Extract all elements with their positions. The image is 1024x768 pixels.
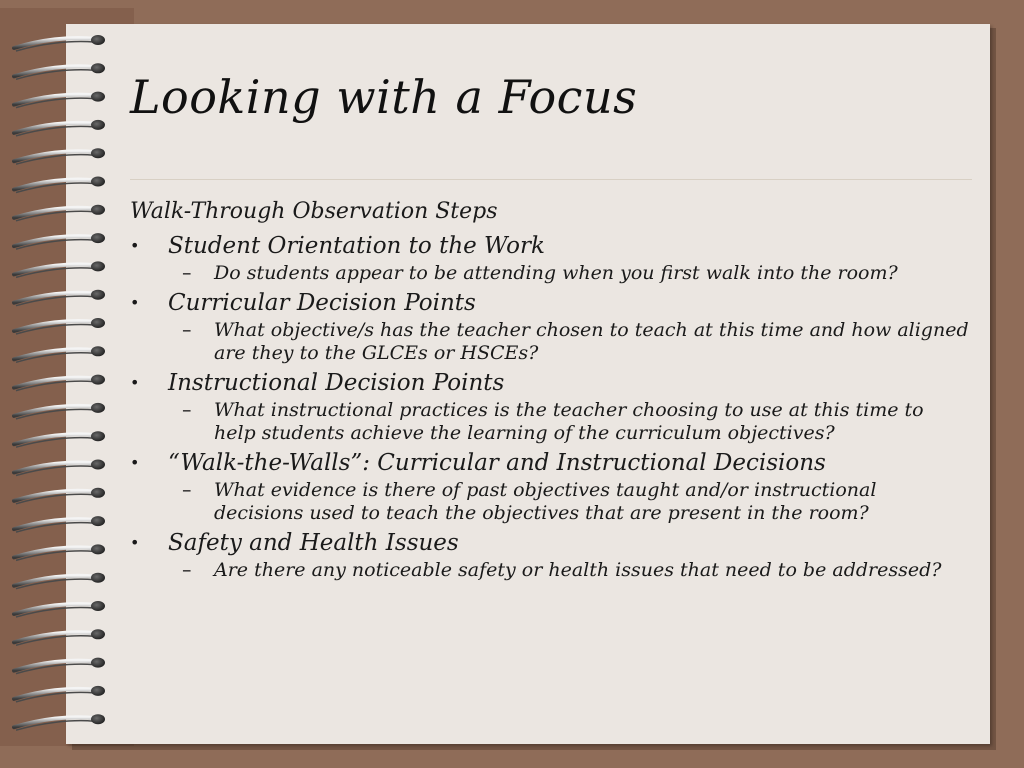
spiral-ring-icon <box>14 601 105 617</box>
sub-item <box>168 262 970 285</box>
list-item <box>130 529 970 582</box>
list-item <box>130 369 970 445</box>
spiral-ring-icon <box>14 290 105 306</box>
sub-item <box>168 559 970 582</box>
list-item-label: Student Orientation to the Work <box>168 233 545 259</box>
spiral-ring-icon <box>14 35 105 51</box>
dash-icon: – <box>182 479 192 501</box>
list-item-label: “Walk-the-Walls”: Curricular and Instructional Decisions <box>168 450 826 476</box>
spiral-ring-icon <box>14 488 105 504</box>
spiral-ring-icon <box>14 63 105 79</box>
spiral-ring-icon <box>14 573 105 589</box>
dash-icon: – <box>182 319 192 341</box>
list-item-label: Instructional Decision Points <box>168 370 505 396</box>
slide-title: Looking with a Focus <box>130 70 638 124</box>
sub-item-text: What instructional practices is the teacher choosing to use at this time to help students achieve the learning of the curriculum objectives? <box>214 399 924 444</box>
spiral-ring-icon <box>14 658 105 674</box>
slide-body <box>130 198 970 586</box>
spiral-ring-icon <box>14 403 105 419</box>
sub-item <box>168 479 970 525</box>
sub-item <box>168 399 970 445</box>
spiral-ring-icon <box>14 92 105 108</box>
spiral-ring-icon <box>14 544 105 560</box>
bullet-list <box>130 232 970 582</box>
sub-item <box>168 319 970 365</box>
spiral-ring-icon <box>14 346 105 362</box>
spiral-ring-icon <box>14 714 105 730</box>
intro-heading: Walk-Through Observation Steps <box>130 199 498 224</box>
dash-icon: – <box>182 399 192 421</box>
bullet-icon: • <box>130 236 140 255</box>
spiral-ring-icon <box>14 431 105 447</box>
dash-icon: – <box>182 559 192 581</box>
spiral-ring-icon <box>14 177 105 193</box>
title-divider <box>130 179 972 180</box>
sub-item-text: What evidence is there of past objectives taught and/or instructional decisions used to teach the objectives that are present in the room? <box>214 479 877 524</box>
spiral-ring-icon <box>14 460 105 476</box>
spiral-binding-icon <box>0 0 120 768</box>
list-item <box>130 232 970 285</box>
spiral-ring-icon <box>14 318 105 334</box>
spiral-ring-icon <box>14 205 105 221</box>
list-item <box>130 449 970 525</box>
sub-item-text: Are there any noticeable safety or health issues that need to be addressed? <box>214 559 942 581</box>
sub-item-text: Do students appear to be attending when you first walk into the room? <box>214 262 898 284</box>
spiral-ring-icon <box>14 516 105 532</box>
spiral-ring-icon <box>14 261 105 277</box>
list-item <box>130 289 970 365</box>
spiral-ring-icon <box>14 375 105 391</box>
bullet-icon: • <box>130 293 140 312</box>
list-item-label: Curricular Decision Points <box>168 290 476 316</box>
sub-item-text: What objective/s has the teacher chosen to teach at this time and how aligned are they to the GLCEs or HSCEs? <box>214 319 969 364</box>
dash-icon: – <box>182 262 192 284</box>
spiral-ring-icon <box>14 148 105 164</box>
bullet-icon: • <box>130 453 140 472</box>
spiral-ring-icon <box>14 686 105 702</box>
list-item-label: Safety and Health Issues <box>168 530 459 556</box>
spiral-ring-icon <box>14 629 105 645</box>
bullet-icon: • <box>130 533 140 552</box>
bullet-icon: • <box>130 373 140 392</box>
spiral-ring-icon <box>14 233 105 249</box>
spiral-ring-icon <box>14 120 105 136</box>
